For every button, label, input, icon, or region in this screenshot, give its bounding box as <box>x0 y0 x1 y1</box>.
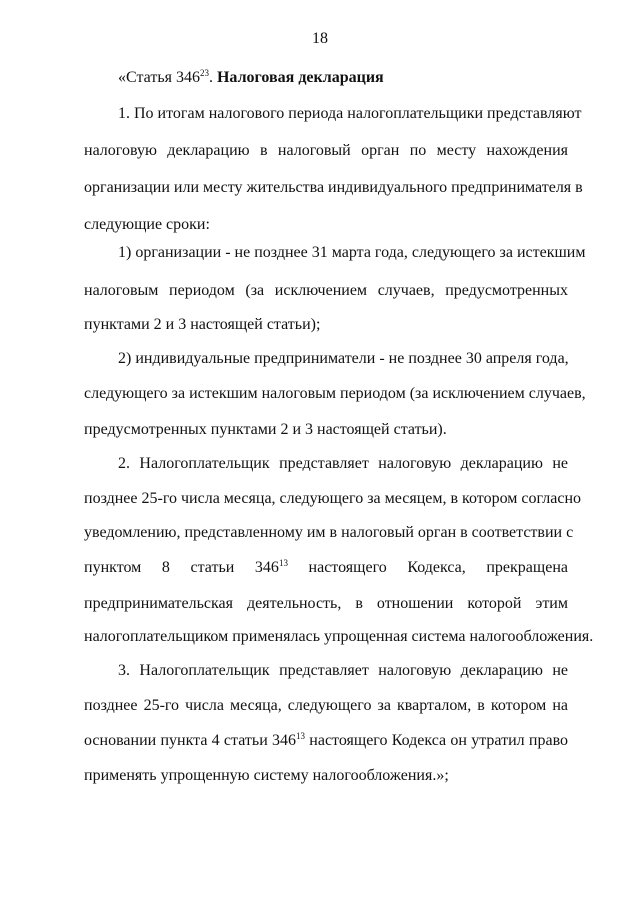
paragraph-line: уведомлению, представленному им в налоговый орган в соответствии с <box>84 524 574 541</box>
article-title: Налоговая декларация <box>216 69 384 86</box>
paragraph-line: 3. Налогоплательщик представляет налоговую декларацию не <box>118 662 568 679</box>
paragraph-line: пунктами 2 и 3 настоящей статьи); <box>84 316 321 333</box>
paragraph-line: 2) индивидуальные предприниматели - не позднее 30 апреля года, <box>118 350 569 367</box>
paragraph-line: предпринимательская деятельность, в отношении которой этим <box>84 595 568 612</box>
paragraph-line: 2. Налогоплательщик представляет налоговую декларацию не <box>118 455 568 472</box>
article-dot: . <box>208 69 217 86</box>
paragraph-line: предусмотренных пунктами 2 и 3 настоящей статьи). <box>84 421 447 438</box>
superscript: 13 <box>296 731 306 741</box>
superscript: 13 <box>278 558 288 568</box>
paragraph-line: следующие сроки: <box>84 216 210 233</box>
paragraph-line: позднее 25-го числа месяца, следующего за месяцем, в котором согласно <box>84 490 581 507</box>
page-number: 18 <box>312 30 328 47</box>
line-part: настоящего Кодекса он утратил право <box>305 732 569 749</box>
paragraph-line: следующего за истекшим налоговым периодом (за исключением случаев, <box>84 385 586 402</box>
line-part: настоящего Кодекса, прекращена <box>287 559 568 576</box>
paragraph-line: 1) организации - не позднее 31 марта года, следующего за истекшим <box>118 244 586 261</box>
paragraph-line: 1. По итогам налогового периода налогоплательщики представляют <box>118 105 582 122</box>
line-part: основании пункта 4 статьи 346 <box>84 732 297 749</box>
article-prefix: «Статья 346 <box>118 69 200 86</box>
paragraph-line: налоговую декларацию в налоговый орган по месту нахождения <box>84 142 568 159</box>
article-heading <box>118 69 568 87</box>
article-superscript: 23 <box>199 68 209 78</box>
paragraph-line: позднее 25-го числа месяца, следующего за кварталом, в котором на <box>84 697 568 714</box>
paragraph-line <box>84 559 568 577</box>
paragraph-line: организации или месту жительства индивидуального предпринимателя в <box>84 179 583 196</box>
paragraph-line: налогоплательщиком применялась упрощенная система налогообложения. <box>84 628 594 645</box>
line-part: пунктом 8 статьи 346 <box>84 559 279 576</box>
paragraph-line <box>84 732 568 750</box>
paragraph-line: применять упрощенную систему налогообложения.»; <box>84 767 449 784</box>
paragraph-line: налоговым периодом (за исключением случаев, предусмотренных <box>84 282 568 299</box>
